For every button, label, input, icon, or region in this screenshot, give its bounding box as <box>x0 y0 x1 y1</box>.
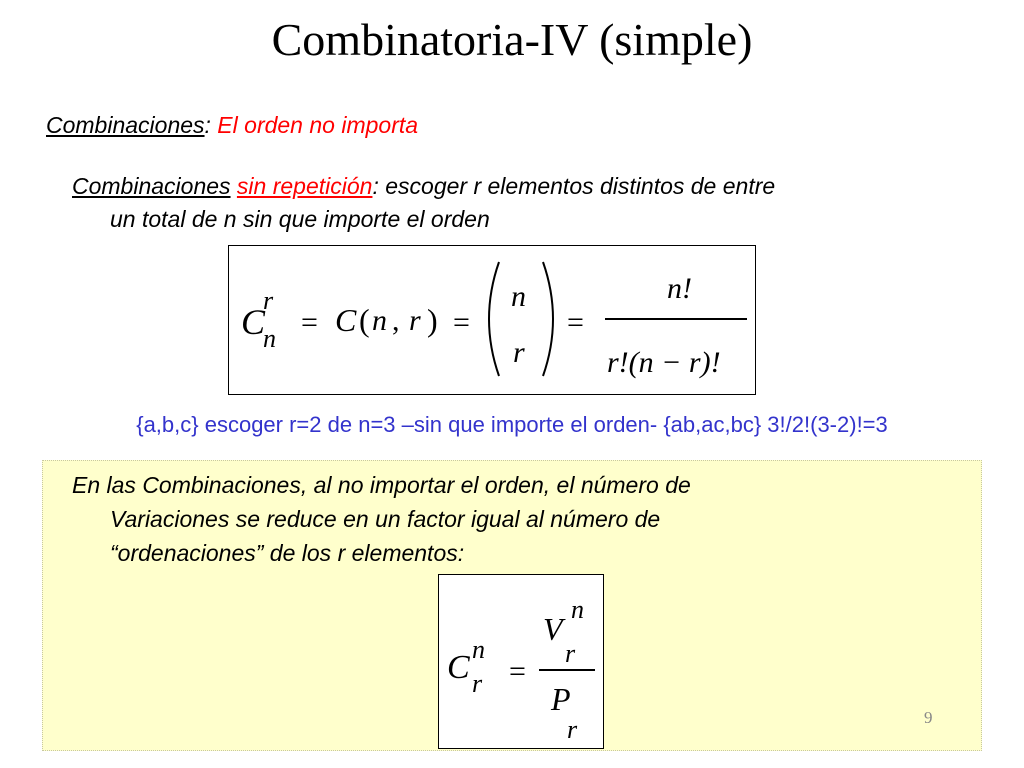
definition-text-a: : escoger r elementos distintos de entre <box>372 173 776 199</box>
explanation-line-2: Variaciones se reduce en un factor igual al número de <box>110 506 661 532</box>
formula-r: r <box>409 304 421 337</box>
definition-qualifier: sin repetición <box>236 173 373 199</box>
heading-line <box>46 110 418 140</box>
formula2-p-subscript: r <box>567 715 578 744</box>
formula-equals-2: = <box>453 306 470 339</box>
formula-superscript-r: r <box>263 286 274 315</box>
explanation-line-1: En las Combinaciones, al no importar el orden, el número de <box>72 472 691 498</box>
definition-paragraph <box>72 170 972 236</box>
formula2-p-symbol: P <box>551 681 571 717</box>
formula2-superscript-n: n <box>472 635 485 664</box>
explanation-line-3: “ordenaciones” de los r elementos: <box>110 540 465 566</box>
fraction-bar <box>605 318 747 320</box>
formula-c-symbol: C <box>241 302 266 342</box>
formula-equals-3: = <box>567 306 584 339</box>
binomial-bottom-r: r <box>513 336 525 369</box>
formula2-v-symbol: V <box>543 611 563 647</box>
formula-c-function: C <box>335 302 357 338</box>
formula-equals-1: = <box>301 306 318 339</box>
formula-n: n <box>372 304 387 337</box>
formula2-v-subscript: r <box>565 639 576 668</box>
formula-comma: , <box>392 304 400 337</box>
explanation-paragraph <box>72 468 892 570</box>
formula2-equals: = <box>509 655 526 688</box>
example-line: {a,b,c} escoger r=2 de n=3 –sin que importe el orden- {ab,ac,bc} 3!/2!(3-2)!=3 <box>136 412 888 437</box>
definition-text-b: un total de n sin que importe el orden <box>110 206 490 232</box>
heading-note: El orden no importa <box>210 112 419 138</box>
page-number: 9 <box>924 708 933 727</box>
fraction-numerator: n! <box>667 272 692 305</box>
slide-title: Combinatoria-IV (simple) <box>271 14 753 65</box>
formula2-fraction-bar <box>539 669 595 671</box>
formula2-subscript-r: r <box>472 669 483 698</box>
combination-formula-box <box>228 245 756 395</box>
heading-colon: : <box>204 112 211 138</box>
fraction-denominator: r!(n − r)! <box>607 346 721 379</box>
formula2-c-symbol: C <box>447 649 470 686</box>
heading-term: Combinaciones <box>46 112 205 138</box>
formula-right-paren: ) <box>427 302 438 338</box>
formula-left-paren: ( <box>359 302 370 338</box>
variation-formula-box <box>438 574 604 749</box>
binomial-top-n: n <box>511 280 526 313</box>
definition-term: Combinaciones <box>72 173 231 199</box>
formula-subscript-n: n <box>263 324 276 353</box>
formula2-v-superscript: n <box>571 595 584 624</box>
